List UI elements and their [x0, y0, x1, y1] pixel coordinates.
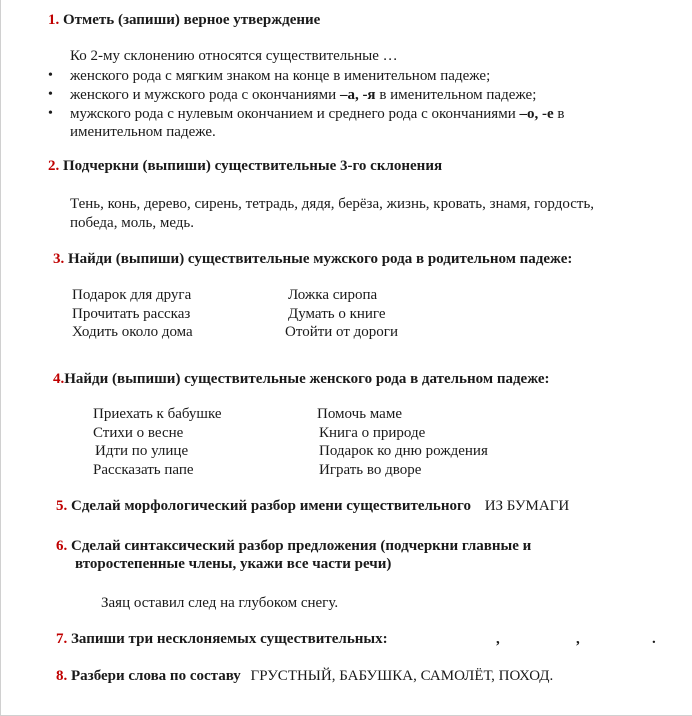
task-6-title-line-1: Сделай синтаксический разбор предложения (подчеркни главные и	[71, 538, 532, 554]
task-8-words: ГРУСТНЫЙ, БАБУШКА, САМОЛЁТ, ПОХОД.	[250, 668, 554, 684]
task-2-number: 2.	[48, 158, 60, 174]
task-4-number: 4.	[53, 371, 65, 387]
task-6-heading	[56, 537, 531, 555]
task-5-title: Сделай морфологический разбор имени существительного	[71, 498, 471, 514]
answer-blank-comma-1: ,	[496, 631, 500, 647]
task-3-phrase: Подарок для друга	[72, 287, 192, 303]
task-6-number: 6.	[56, 538, 68, 554]
task-6-sentence: Заяц оставил след на глубоком снегу.	[101, 595, 339, 611]
task-6-title-line-2: второстепенные члены, укажи все части речи)	[75, 556, 392, 572]
task-3-title: Найди (выпиши) существительные мужского рода в родительном падеже:	[68, 251, 573, 267]
task-4-phrase: Рассказать папе	[93, 462, 194, 478]
option-2-text-end: в именительном падеже;	[375, 87, 537, 103]
task-8-heading	[56, 667, 553, 685]
task-1-heading	[48, 11, 320, 29]
task-1-option-1: женского рода с мягким знаком на конце в именительном падеже;	[70, 68, 491, 84]
task-1-option-3-line-2: именительном падеже.	[70, 124, 216, 140]
task-4-heading	[53, 370, 550, 388]
task-4-phrase: Играть во дворе	[319, 462, 422, 478]
task-2-heading	[48, 157, 442, 175]
option-2-endings: –а, -я	[339, 87, 376, 103]
answer-blank-comma-2: ,	[576, 631, 580, 647]
option-3-text-end: в	[553, 106, 565, 122]
task-5-number: 5.	[56, 498, 68, 514]
task-4-phrase: Подарок ко дню рождения	[319, 443, 488, 459]
task-2-words-line-2: победа, моль, медь.	[70, 215, 195, 231]
task-7-heading	[56, 630, 388, 648]
answer-blank-period: .	[652, 631, 656, 647]
task-1-option-2	[70, 86, 536, 104]
task-4-phrase: Помочь маме	[317, 406, 402, 422]
task-3-phrase: Прочитать рассказ	[72, 306, 191, 322]
option-3-text: мужского рода с нулевым окончанием и среднего рода с окончаниями	[70, 106, 520, 122]
task-3-number: 3.	[53, 251, 65, 267]
task-5-heading	[56, 497, 569, 515]
task-2-words-line-1: Тень, конь, дерево, сирень, тетрадь, дядя, берёза, жизнь, кровать, знамя, гордость,	[70, 196, 595, 212]
task-8-title: Разбери слова по составу	[71, 668, 241, 684]
task-7-number: 7.	[56, 631, 68, 647]
task-2-title: Подчеркни (выпиши) существительные 3-го склонения	[63, 158, 443, 174]
task-4-phrase: Стихи о весне	[93, 425, 184, 441]
bullet-icon: •	[48, 68, 53, 83]
task-5-word: ИЗ БУМАГИ	[484, 498, 570, 514]
task-1-number: 1.	[48, 12, 60, 28]
task-3-phrase: Ходить около дома	[72, 324, 193, 340]
task-4-phrase: Идти по улице	[95, 443, 189, 459]
bullet-icon: •	[48, 87, 53, 102]
task-3-phrase: Думать о книге	[288, 306, 386, 322]
task-4-phrase: Книга о природе	[319, 425, 426, 441]
task-3-phrase: Отойти от дороги	[285, 324, 398, 340]
task-1-title: Отметь (запиши) верное утверждение	[63, 12, 321, 28]
bullet-icon: •	[48, 106, 53, 121]
task-4-title: Найди (выпиши) существительные женского рода в дательном падеже:	[64, 371, 550, 387]
task-3-phrase: Ложка сиропа	[288, 287, 378, 303]
page-left-border	[0, 0, 1, 716]
option-3-endings: –о, -е	[519, 106, 554, 122]
option-2-text: женского и мужского рода с окончаниями	[70, 87, 340, 103]
task-1-intro: Ко 2-му склонению относятся существительные …	[70, 48, 398, 64]
task-1-option-3	[70, 105, 564, 123]
task-4-phrase: Приехать к бабушке	[93, 406, 222, 422]
task-8-number: 8.	[56, 668, 68, 684]
task-7-title: Запиши три несклоняемых существительных:	[71, 631, 388, 647]
task-3-heading	[53, 250, 572, 268]
